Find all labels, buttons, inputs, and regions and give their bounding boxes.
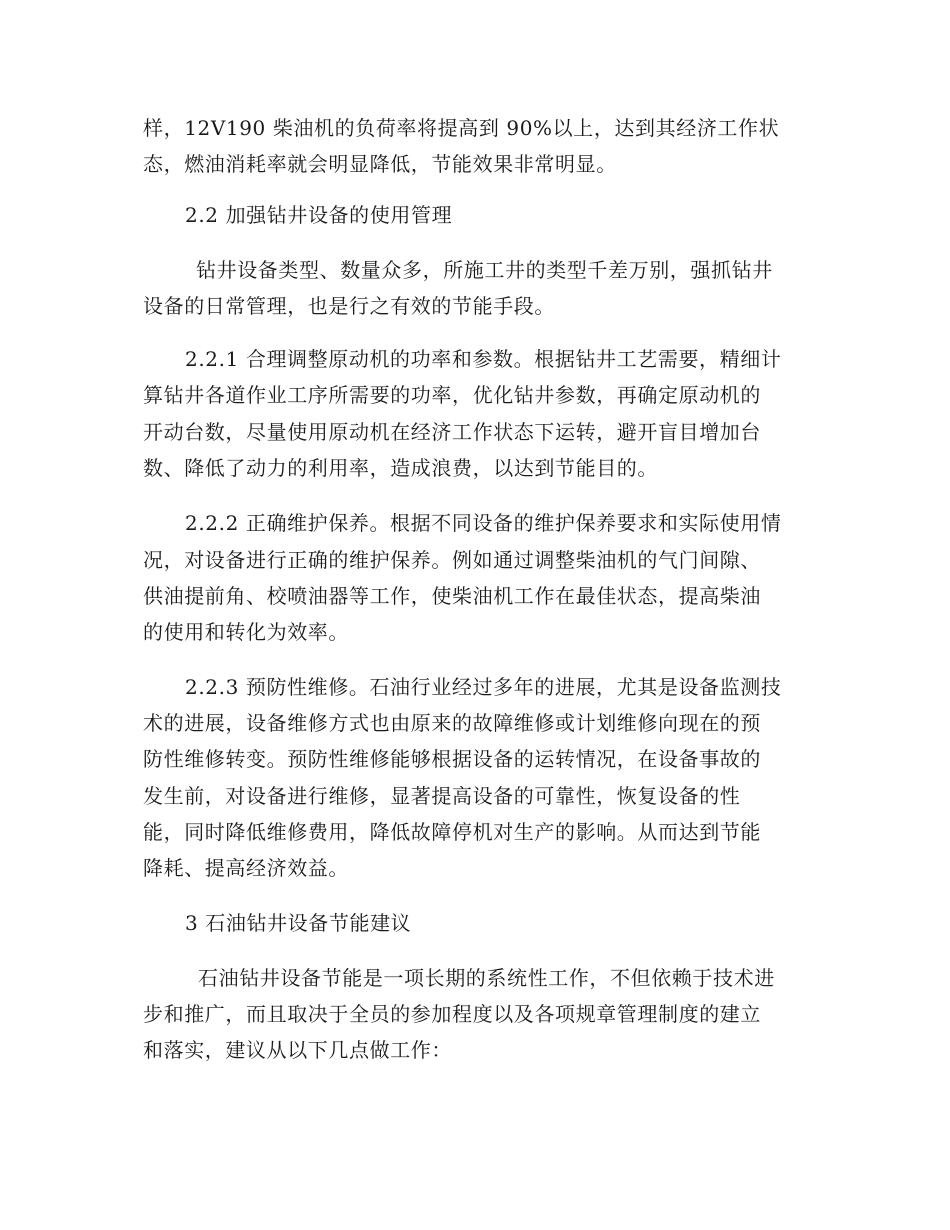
text-line: 石油钻井设备节能是一项长期的系统性工作，不但依赖于技术进 xyxy=(198,966,775,990)
text-line: 降耗、提高经济效益。 xyxy=(143,856,349,880)
text-line: 2.2.2 正确维护保养。根据不同设备的维护保养要求和实际使用情 xyxy=(185,511,782,535)
text-line: 算钻井各道作业工序所需要的功率，优化钻井参数，再确定原动机的 xyxy=(143,383,761,407)
text-line: 的使用和转化为效率。 xyxy=(143,620,349,644)
text-line: 数、降低了动力的利用率，造成浪费，以达到节能目的。 xyxy=(143,456,658,480)
text-line: 2.2.1 合理调整原动机的功率和参数。根据钻井工艺需要，精细计 xyxy=(185,347,782,371)
text-line: 发生前，对设备进行维修，显著提高设备的可靠性，恢复设备的性 xyxy=(143,784,741,808)
text-line: 供油提前角、校喷油器等工作，使柴油机工作在最佳状态，提高柴油 xyxy=(143,584,761,608)
text-line: 和落实，建议从以下几点做工作： xyxy=(143,1038,452,1062)
section-heading-3: 3 石油钻井设备节能建议 xyxy=(185,911,412,935)
text-line: 设备的日常管理，也是行之有效的节能手段。 xyxy=(143,294,555,318)
text-line: 态，燃油消耗率就会明显降低，节能效果非常明显。 xyxy=(143,152,617,176)
text-line: 步和推广，而且取决于全员的参加程度以及各项规章管理制度的建立 xyxy=(143,1002,761,1026)
text-line: 能，同时降低维修费用，降低故障停机对生产的影响。从而达到节能 xyxy=(143,820,761,844)
text-line: 开动台数，尽量使用原动机在经济工作状态下运转，避开盲目增加台 xyxy=(143,420,761,444)
text-line: 术的进展，设备维修方式也由原来的故障维修或计划维修向现在的预 xyxy=(143,711,761,735)
text-line: 样，12V190 柴油机的负荷率将提高到 90%以上，达到其经济工作状 xyxy=(143,116,780,140)
text-line: 钻井设备类型、数量众多，所施工井的类型千差万别，强抓钻井 xyxy=(196,258,773,282)
text-line: 防性维修转变。预防性维修能够根据设备的运转情况，在设备事故的 xyxy=(143,747,761,771)
text-line: 况，对设备进行正确的维护保养。例如通过调整柴油机的气门间隙、 xyxy=(143,548,761,572)
text-line: 2.2.3 预防性维修。石油行业经过多年的进展，尤其是设备监测技 xyxy=(185,675,782,699)
section-heading-2-2: 2.2 加强钻井设备的使用管理 xyxy=(185,203,453,227)
